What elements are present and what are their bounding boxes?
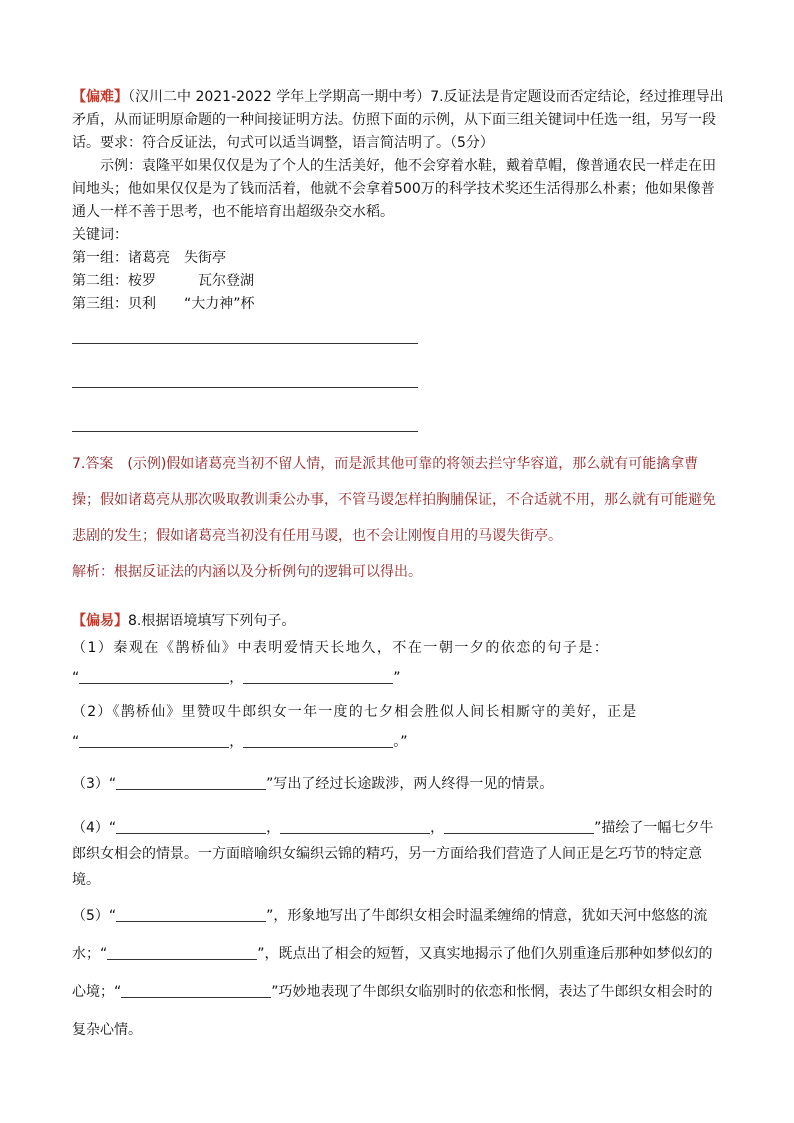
- fill-blank[interactable]: [121, 983, 271, 998]
- sub-question-2-blanks: “ ， 。”: [72, 734, 408, 750]
- fill-blank[interactable]: [79, 669, 229, 684]
- answer-text: 7.答案 (示例)假如诸葛亮当初不留人情，而是派其他可靠的将领去拦守华容道，那么就有可能擒拿曹操；假如诸葛亮从那次吸取教训秉公办事，不管马谡怎样拍胸脯保证，不合适就不用，那么就有可能避免悲剧的发生；假如诸葛亮当初没有任用马谡，也不会让刚愎自用的马谡失街亭。: [72, 456, 716, 544]
- document-page: [72, 86, 724, 1049]
- fill-blank[interactable]: [444, 819, 594, 834]
- sub-question-5: （5）“ ”，形象地写出了牛郎织女相会时温柔缠绵的情意，犹如天河中悠悠的流水；“ ”，既点出了相会的短暂，又真实地揭示了他们久别重逢后那种如梦似幻的心境；“ ”巧妙地表现了牛郎织女临别时的依恋和怅惘，表达了牛郎织女相会时的复杂心情。: [72, 908, 713, 1038]
- sub-question-4: （4）“ ， ， ”描绘了一幅七夕牛郎织女相会的情景。一方面暗喻织女编织云锦的精巧，另一方面给我们营造了人间正是乞巧节的特定意境。: [72, 820, 714, 888]
- question-7-stem: 【偏难】（汉川二中 2021-2022 学年上学期高一期中考）7.反证法是肯定题设而否定结论，经过推理导出矛盾，从而证明原命题的一种间接证明方法。仿照下面的示例，从下面三组关键词中任选一组，另写一段话。要求：符合反证法，句式可以适当调整，语言简洁明了。（5分）: [72, 89, 724, 151]
- keywords-label: 关键词：: [72, 227, 128, 243]
- fill-blank[interactable]: [116, 819, 266, 834]
- fill-blank[interactable]: [107, 945, 257, 960]
- difficulty-tag: 【偏难】: [72, 89, 128, 105]
- keyword-group-3: 第三组：贝利 “大力神”杯: [72, 296, 255, 312]
- sub-question-1: （1）秦观在《鹊桥仙》中表明爱情天长地久，不在一朝一夕的依恋的句子是：: [72, 640, 610, 656]
- sub-question-3: （3）“ ”写出了经过长途跋涉，两人终得一见的情景。: [72, 776, 554, 792]
- example-paragraph: 示例：袁隆平如果仅仅是为了个人的生活美好，他不会穿着水鞋，戴着草帽，像普通农民一样走在田间地头；他如果仅仅是为了钱而活着，他就不会拿着500万的科学技术奖还生活得那么朴素；他如果像普通人一样不善于思考，也不能培育出超级杂交水稻。: [72, 158, 716, 220]
- keyword-group-1: 第一组：诸葛亮 失街亭: [72, 250, 226, 266]
- keyword-group-2: 第二组：桉罗 瓦尔登湖: [72, 273, 254, 289]
- fill-blank[interactable]: [116, 775, 266, 790]
- fill-blank[interactable]: [116, 907, 266, 922]
- sub-question-2: （2）《鹊桥仙》里赞叹牛郎织女一年一度的七夕相会胜似人间长相厮守的美好，正是: [72, 704, 638, 720]
- sub-question-1-blanks: “ ， ”: [72, 670, 401, 686]
- fill-blank[interactable]: [243, 733, 393, 748]
- analysis-text: 解析：根据反证法的内涵以及分析例句的逻辑可以得出。: [72, 564, 422, 580]
- question-8-stem: 【偏易】8.根据语境填写下列句子。: [72, 613, 296, 629]
- difficulty-tag: 【偏易】: [72, 613, 128, 629]
- fill-blank[interactable]: [280, 819, 430, 834]
- fill-blank[interactable]: [79, 733, 229, 748]
- fill-blank[interactable]: [243, 669, 393, 684]
